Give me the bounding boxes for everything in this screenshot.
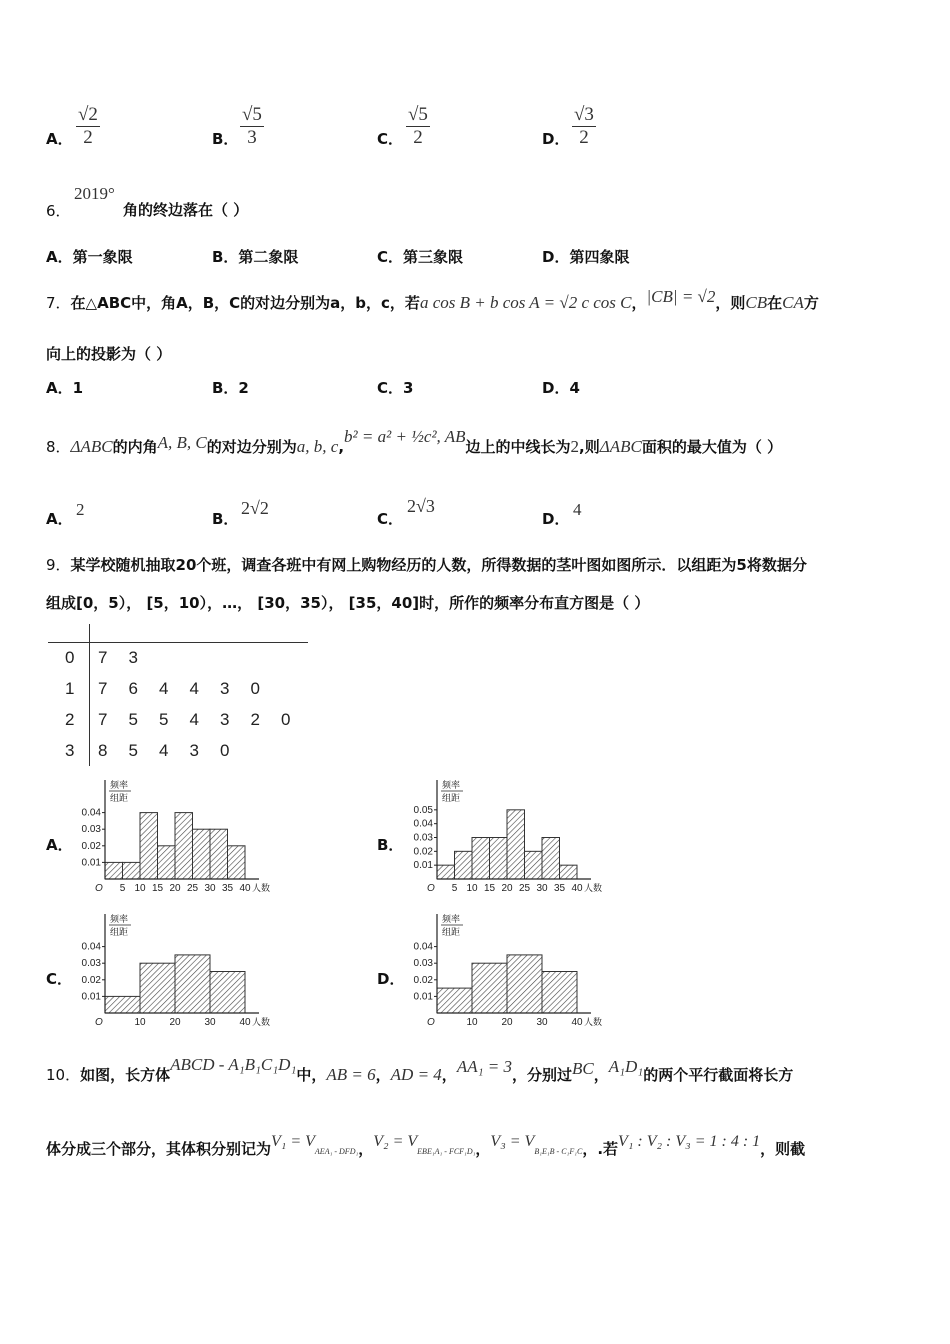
x-tick-label: 40: [571, 883, 583, 894]
x-tick-label: 10: [466, 1017, 478, 1028]
leaf-value: 6: [128, 679, 138, 698]
x-tick-label: 20: [501, 1017, 513, 1028]
q8-text3: 边上的中线长为: [465, 438, 571, 456]
y-axis-label-top: 频率: [442, 781, 461, 791]
q7-text4: 方: [803, 294, 819, 312]
x-tick-label: 5: [119, 883, 126, 894]
q7-line1: [46, 287, 819, 313]
q6-option-b: B．第二象限: [212, 248, 299, 266]
q10-aa1: AA₁ = 3: [456, 1057, 512, 1076]
histogram-bar: [490, 838, 508, 880]
histogram-bar: [175, 955, 210, 1013]
y-tick-label: 0.03: [413, 958, 433, 970]
q5-option-c-label: C．: [377, 130, 404, 148]
q5-option-d-label: D．: [542, 130, 570, 148]
x-axis-label: 人数: [252, 884, 271, 894]
q10-v3: V₃ = V: [490, 1133, 535, 1150]
q5-option-d-num: √3: [574, 104, 594, 125]
stem-leaf-horizontal-rule: [48, 642, 308, 643]
histogram-bar: [158, 846, 176, 879]
leaf-value: 4: [159, 741, 169, 760]
q8-text4: ,则: [579, 438, 600, 456]
histogram-bar: [175, 813, 193, 879]
x-tick-label: 40: [571, 1017, 583, 1028]
y-axis-label-bottom: 组距: [442, 794, 461, 804]
q8-text5: 面积的最大值为（ ）: [641, 438, 783, 456]
q7-comma: ，: [631, 294, 647, 312]
histogram-bar: [140, 963, 175, 1013]
q10-line1: [46, 1055, 794, 1085]
q9-number: 9．: [46, 556, 71, 574]
stem-value: 1: [65, 679, 75, 698]
leaf-value: 7: [98, 648, 108, 667]
leaf-value: 3: [189, 741, 199, 760]
y-tick-label: 0.01: [413, 991, 433, 1003]
q5-option-d-den: 2: [579, 127, 589, 148]
histogram-bar: [210, 972, 245, 1014]
histogram-bar: [472, 963, 507, 1013]
leaf-value: 0: [281, 710, 291, 729]
q8-text1: 的内角: [112, 438, 158, 456]
histogram-bar: [105, 862, 123, 879]
q6-angle: 2019°: [74, 184, 115, 203]
histogram-bar: [560, 865, 578, 879]
y-tick-label: 0.01: [413, 860, 433, 872]
x-tick-label: 30: [204, 1017, 216, 1028]
leaf-value: 4: [189, 710, 199, 729]
q10-number: 10．: [46, 1066, 81, 1084]
q10-v1: V₁ = V: [271, 1133, 315, 1150]
histogram-bar: [123, 862, 141, 879]
q10-c4: ，: [358, 1140, 374, 1158]
q10-c3: ，: [593, 1066, 609, 1084]
origin-label: O: [427, 1017, 435, 1028]
q5-option-a-num: √2: [78, 104, 98, 125]
x-tick-label: 40: [239, 1017, 251, 1028]
q5-option-b-den: 3: [247, 127, 257, 148]
y-tick-label: 0.02: [413, 974, 433, 986]
stem-leaf-plot: [48, 624, 310, 766]
q6-text: 角的终边落在（ ）: [123, 201, 249, 219]
leaf-value: 0: [250, 679, 260, 698]
histogram-bar: [542, 972, 577, 1014]
leaf-value: 3: [220, 679, 230, 698]
y-axis-label-bottom: 组距: [110, 928, 129, 938]
leaf-value: 4: [159, 679, 169, 698]
histogram-c: [70, 910, 271, 1030]
x-tick-label: 35: [553, 883, 566, 894]
q5-option-c-den: 2: [413, 127, 423, 148]
q9-option-b-label: B．: [377, 836, 404, 854]
q8-text2: 的对边分别为: [206, 438, 297, 456]
q10-text2: 中，: [296, 1066, 327, 1084]
histogram-b: [402, 776, 603, 896]
q10-line2: [46, 1133, 806, 1159]
y-tick-label: 0.04: [81, 941, 101, 953]
q7-formula1: a cos B + b cos A = √2 c cos C: [419, 293, 632, 312]
x-tick-label: 15: [483, 883, 496, 894]
q8-line1: 8．ΔABC的内角A, B, C的对边分别为a, b, c,b² = a² + ½c², AB边上的中线长为2,则ΔABC面积的最大值为（ ）: [46, 427, 783, 456]
q10-v3-sub: B₁E₁B - C₁F₁C: [534, 1147, 583, 1156]
histogram-bar: [507, 955, 542, 1013]
histogram-bar: [105, 996, 140, 1013]
x-tick-label: 10: [134, 883, 146, 894]
q9-option-a-label: A．: [46, 836, 73, 854]
leaf-value: 5: [128, 741, 138, 760]
q5-option-b-label: B．: [212, 130, 239, 148]
leaf-value: 3: [220, 710, 230, 729]
q10-c1: ，: [375, 1066, 391, 1084]
q9-option-d-label: D．: [377, 970, 405, 988]
histogram-bar: [472, 838, 490, 880]
q8-tri2: ΔABC: [599, 437, 642, 456]
leaf-value: 0: [220, 741, 230, 760]
q8-formula: b² = a² + ½c², AB: [344, 427, 466, 446]
q9-option-c-label: C．: [46, 970, 73, 988]
x-tick-label: 20: [501, 883, 513, 894]
q8-option-b-value: 2√2: [241, 498, 269, 518]
stem-value: 2: [65, 710, 75, 729]
q5-option-c-fraction: [406, 104, 430, 149]
x-tick-label: 35: [221, 883, 234, 894]
leaf-value: 7: [98, 679, 108, 698]
q10-c5: ，: [475, 1140, 491, 1158]
origin-label: O: [95, 883, 103, 894]
y-tick-label: 0.04: [413, 818, 433, 830]
q7-text1: 在△ABC中，角A，B，C的对边分别为a，b，c，若: [70, 294, 420, 312]
y-tick-label: 0.02: [81, 974, 101, 986]
histogram-bar: [193, 829, 211, 879]
y-tick-label: 0.02: [413, 846, 433, 858]
x-tick-label: 25: [186, 883, 199, 894]
q9-line2: 组成[0，5）， [5，10），…， [30，35）， [35，40]时，所作的频率分布直方图是（ ）: [46, 594, 650, 612]
q5-option-a-den: 2: [83, 127, 93, 148]
histogram-bar: [455, 851, 473, 879]
q10-text3: ，分别过: [511, 1066, 572, 1084]
leaf-value: 7: [98, 710, 108, 729]
q8-option-d-value: 4: [573, 500, 582, 519]
q5-option-b-fraction: [240, 104, 264, 149]
q5-option-a-fraction: [76, 104, 100, 149]
q8-option-a-value: 2: [76, 500, 85, 519]
q10-text1: 如图，长方体: [80, 1066, 171, 1084]
q6-number: 6．: [46, 202, 71, 220]
y-axis-label-top: 频率: [110, 915, 129, 925]
histogram-bar: [507, 810, 525, 879]
q8-len: 2: [570, 437, 580, 456]
origin-label: O: [427, 883, 435, 894]
histogram-d: [402, 910, 603, 1030]
histogram-bar: [437, 865, 455, 879]
y-tick-label: 0.01: [81, 857, 101, 869]
q10-text7: ，则截: [760, 1140, 806, 1158]
q6-option-d: D．第四象限: [542, 248, 630, 266]
q8-option-d-label: D．: [542, 510, 570, 528]
q8-option-c-value: 2√3: [407, 496, 435, 516]
y-tick-label: 0.03: [81, 958, 101, 970]
q10-text5: 体分成三个部分，其体积分别记为: [46, 1140, 272, 1158]
leaf-value: 5: [159, 710, 169, 729]
q10-ad: AD = 4: [390, 1065, 442, 1084]
q10-ratio: V₁ : V₂ : V₃ = 1 : 4 : 1: [618, 1133, 761, 1150]
q8-sides: a, b, c: [296, 437, 339, 456]
q10-v1-sub: AEA₁ - DFD₁: [314, 1147, 359, 1156]
q7-number: 7．: [46, 294, 71, 312]
x-tick-label: 30: [536, 1017, 548, 1028]
q7-formula2: |CB| = √2: [646, 287, 716, 306]
histogram-bar: [228, 846, 246, 879]
q5-option-a-label: A．: [46, 130, 73, 148]
x-tick-label: 30: [536, 883, 548, 894]
histogram-bar: [437, 988, 472, 1013]
q7-line2: 向上的投影为（ ）: [46, 345, 172, 363]
q10-ab: AB = 6: [326, 1065, 376, 1084]
q10-v2-sub: EBE₁A₁ - FCF₁D₁: [417, 1147, 476, 1156]
q10-text4: 的两个平行截面将长方: [643, 1066, 794, 1084]
q7-option-c: C．3: [377, 379, 414, 397]
x-tick-label: 5: [451, 883, 458, 894]
leaf-value: 5: [128, 710, 138, 729]
histogram-bar: [542, 838, 560, 880]
x-axis-label: 人数: [584, 884, 603, 894]
q8-angles: A, B, C: [157, 433, 207, 452]
q9-text1: 某学校随机抽取20个班，调查各班中有网上购物经历的人数，所得数据的茎叶图如图所示．以组距为5将数据分: [70, 556, 807, 574]
y-axis-label-top: 频率: [110, 781, 129, 791]
q7-ca: CA: [782, 293, 804, 312]
y-axis-label-bottom: 组距: [110, 794, 129, 804]
stem-value: 0: [65, 648, 75, 667]
q9-line1: [46, 554, 807, 575]
histogram-a: [70, 776, 271, 896]
x-tick-label: 25: [518, 883, 531, 894]
q8-number: 8．: [46, 438, 71, 456]
leaf-value: 3: [128, 648, 138, 667]
q10-bc: BC: [571, 1059, 594, 1078]
x-tick-label: 30: [204, 883, 216, 894]
q8-tri: ΔABC: [70, 437, 113, 456]
q7-text3: 在: [767, 294, 783, 312]
y-tick-label: 0.03: [81, 824, 101, 836]
stem-leaf-vertical-rule: [89, 624, 90, 766]
leaf-value: 4: [189, 679, 199, 698]
x-tick-label: 10: [134, 1017, 146, 1028]
q8-option-b-label: B．: [212, 510, 239, 528]
x-tick-label: 20: [169, 883, 181, 894]
y-axis-label-bottom: 组距: [442, 928, 461, 938]
q10-box: ABCD - A₁B₁C₁D₁: [170, 1055, 297, 1074]
leaf-value: 8: [98, 741, 108, 760]
q5-option-d-fraction: [572, 104, 596, 149]
y-tick-label: 0.04: [81, 807, 101, 819]
x-axis-label: 人数: [252, 1018, 271, 1028]
histogram-bar: [210, 829, 228, 879]
q6-option-a: A．第一象限: [46, 248, 133, 266]
histogram-bar: [140, 813, 158, 879]
q10-c2: ，: [441, 1066, 457, 1084]
q5-option-c-num: √5: [408, 104, 428, 125]
q7-text2: ，则: [715, 294, 746, 312]
q8-option-a-label: A．: [46, 510, 73, 528]
y-tick-label: 0.02: [81, 840, 101, 852]
stem-value: 3: [65, 741, 75, 760]
y-tick-label: 0.05: [413, 804, 433, 816]
x-tick-label: 15: [151, 883, 164, 894]
q5-option-b-num: √5: [242, 104, 262, 125]
q7-cb: CB: [745, 293, 768, 312]
y-tick-label: 0.04: [413, 941, 433, 953]
q10-text6: ，.若: [582, 1140, 619, 1158]
y-tick-label: 0.01: [81, 991, 101, 1003]
x-axis-label: 人数: [584, 1018, 603, 1028]
y-axis-label-top: 频率: [442, 915, 461, 925]
q7-option-d: D．4: [542, 379, 580, 397]
q7-option-b: B．2: [212, 379, 249, 397]
y-tick-label: 0.03: [413, 832, 433, 844]
origin-label: O: [95, 1017, 103, 1028]
q7-option-a: A．1: [46, 379, 84, 397]
q8-option-c-label: C．: [377, 510, 404, 528]
histogram-bar: [525, 851, 543, 879]
x-tick-label: 20: [169, 1017, 181, 1028]
leaf-value: 2: [250, 710, 260, 729]
q10-v2: V₂ = V: [373, 1133, 418, 1150]
q6-option-c: C．第三象限: [377, 248, 464, 266]
x-tick-label: 40: [239, 883, 251, 894]
q10-a1d1: A₁D₁: [608, 1057, 644, 1076]
x-tick-label: 10: [466, 883, 478, 894]
